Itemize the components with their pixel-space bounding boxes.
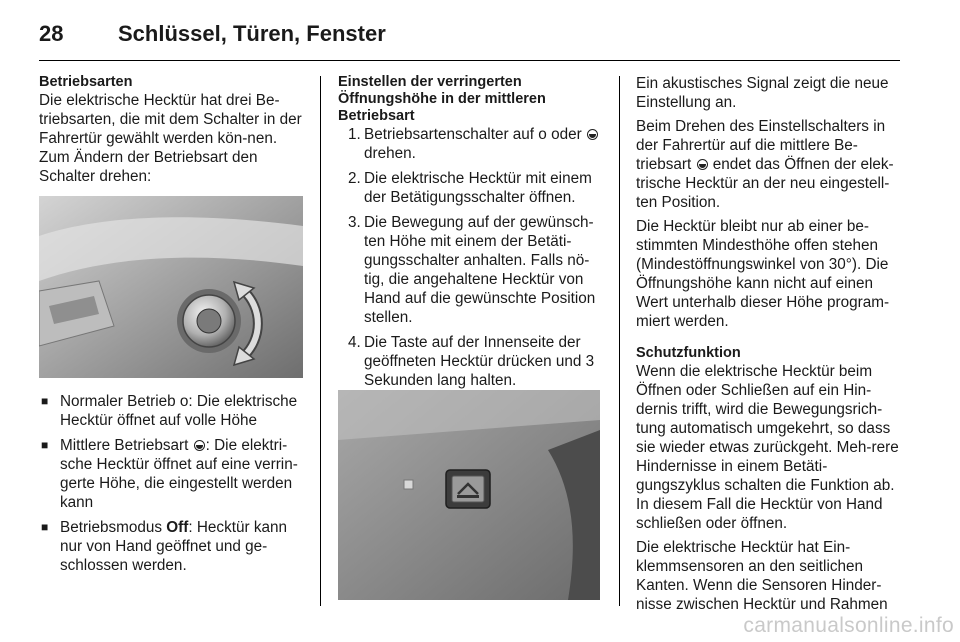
column-divider: [320, 76, 321, 606]
column-right: [636, 74, 904, 614]
switch-illustration-svg: [39, 196, 303, 378]
section-heading-schutzfunktion: Schutzfunktion: [636, 345, 741, 361]
column-left-bullets: [39, 378, 303, 581]
illustration-tailgate-button: [338, 390, 600, 600]
section-heading-betriebsarten: Betriebsarten: [39, 74, 133, 90]
column-middle: [338, 74, 606, 396]
list-item: 1. Betriebsartenschalter auf o oder drehen.: [338, 125, 606, 163]
watermark: carmanualsonline.info: [743, 614, 954, 637]
list-item: ■ Normaler Betrieb o: Die elektrische Hecktür öffnet auf volle Höhe: [39, 392, 303, 430]
column-left: [39, 74, 303, 186]
list-item: 4. Die Taste auf der Innenseite der geöffneten Hecktür drücken und 3 Sekunden lang halten.: [348, 334, 595, 389]
list-item: 2. Die elektrische Hecktür mit einem der Betätigungsschalter öffnen.: [348, 170, 592, 206]
paragraph: Die elektrische Hecktür hat Ein-klemmsensoren an den seitlichen Kanten. Wenn die Sensoren Hinder-nisse zwischen Hecktür und Rahmen: [636, 539, 888, 613]
list-item: ■ Betriebsmodus Off: Hecktür kann nur von Hand geöffnet und ge-schlossen werden.: [39, 518, 303, 575]
page-header: [39, 14, 386, 54]
column-divider: [619, 76, 620, 606]
middle-mode-icon: [587, 129, 598, 140]
intro-paragraph: Die elektrische Hecktür hat drei Be-triebsarten, die mit dem Schalter in der Fahrertür gewählt werden kön-nen. Zum Ändern der Betriebsart den Schalter drehen:: [39, 92, 302, 185]
paragraph: Wenn die elektrische Hecktür beim Öffnen oder Schließen auf ein Hin-dernis trifft, wird die Bewegungsrich-tung automatisch umgekehrt, so dass sie wieder etwas zurückgeht. Meh-rere Hindernisse in einem Betäti-gungszyklus schalten die Funktion ab. In diesem Fall die Hecktür von Hand schließen oder öffnen.: [636, 363, 899, 532]
illustration-mode-switch: [39, 196, 303, 378]
middle-mode-icon: [194, 440, 205, 451]
off-label: Off: [166, 519, 189, 536]
tailgate-illustration-svg: [338, 390, 600, 600]
middle-mode-icon: [697, 159, 708, 170]
mode-list: [39, 392, 303, 575]
chapter-title: Schlüssel, Türen, Fenster: [118, 21, 386, 46]
header-rule: [39, 60, 900, 61]
paragraph: Beim Drehen des Einstellschalters in der Fahrertür auf die mittlere Be-triebsart endet das Öffnen der elek-trische Hecktür an der neu eingestell-ten Position.: [636, 118, 894, 211]
list-item: 3. Die Bewegung auf der gewünsch-ten Höhe mit einem der Betäti-gungsschalter anhalten. Falls nö-tig, die angehaltene Hecktür von Hand auf die gewünschte Position stellen.: [348, 214, 596, 326]
list-item: ■ Mittlere Betriebsart : Die elektri-sche Hecktür öffnet auf eine verrin-gerte Höhe, die eingestellt werden kann: [39, 436, 303, 512]
section-heading-einstellen: Einstellen der verringerten Öffnungshöhe in der mittleren Betriebsart: [338, 74, 546, 124]
paragraph: Die Hecktür bleibt nur ab einer be-stimmten Mindesthöhe offen stehen (Mindestöffnungswinkel von 30°). Die Öffnungshöhe kann nicht auf einen Wert unterhalb dieser Höhe program-miert werden.: [636, 218, 890, 330]
steps-list: [338, 125, 606, 390]
page-number: 28: [39, 21, 64, 46]
paragraph: Ein akustisches Signal zeigt die neue Einstellung an.: [636, 75, 889, 111]
